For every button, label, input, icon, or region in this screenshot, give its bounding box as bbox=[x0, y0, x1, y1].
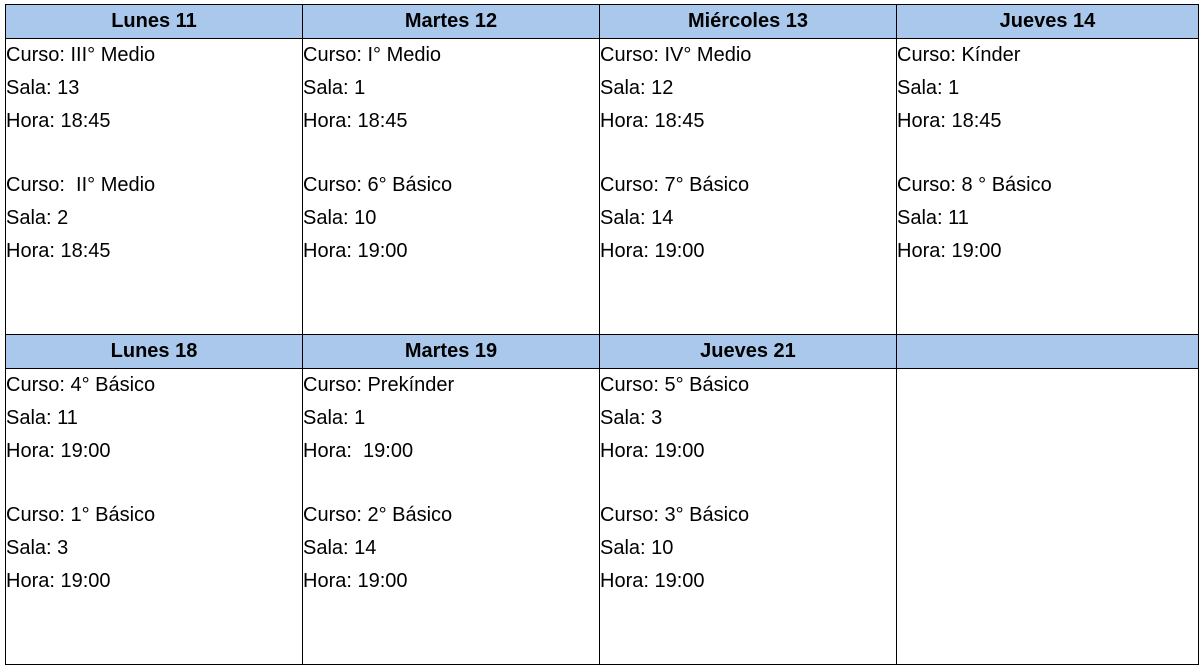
class-entry bbox=[6, 499, 302, 598]
room-label: Sala: 2 bbox=[6, 206, 69, 229]
room-label: Sala: 14 bbox=[600, 206, 674, 229]
room-label: Sala: 10 bbox=[600, 536, 674, 559]
week-content-row bbox=[6, 368, 1199, 664]
day-cell bbox=[6, 38, 303, 334]
week-content-row bbox=[6, 38, 1199, 334]
time-label: Hora: 18:45 bbox=[6, 109, 111, 132]
class-entry bbox=[6, 39, 302, 138]
time-label: Hora: 19:00 bbox=[303, 569, 408, 592]
class-entry bbox=[6, 169, 302, 268]
course-label: Curso: II° Medio bbox=[6, 173, 156, 196]
time-label: Hora: 19:00 bbox=[600, 569, 705, 592]
class-entry bbox=[303, 369, 599, 468]
day-header: Lunes 11 bbox=[6, 5, 303, 39]
course-label: Curso: IV° Medio bbox=[600, 43, 752, 66]
time-label: Hora: 19:00 bbox=[600, 439, 705, 462]
day-header: Jueves 14 bbox=[897, 5, 1199, 39]
class-entry bbox=[303, 39, 599, 138]
room-label: Sala: 10 bbox=[303, 206, 377, 229]
day-header: Jueves 21 bbox=[600, 334, 897, 368]
time-label: Hora: 18:45 bbox=[600, 109, 705, 132]
time-label: Hora: 18:45 bbox=[6, 239, 111, 262]
class-entry bbox=[600, 169, 896, 268]
class-entry bbox=[303, 169, 599, 268]
day-header: Miércoles 13 bbox=[600, 5, 897, 39]
course-label: Curso: 3° Básico bbox=[600, 503, 750, 526]
schedule-body bbox=[6, 5, 1199, 665]
day-cell bbox=[897, 38, 1199, 334]
course-label: Curso: 1° Básico bbox=[6, 503, 156, 526]
class-entry bbox=[303, 499, 599, 598]
class-entry bbox=[600, 39, 896, 138]
time-label: Hora: 19:00 bbox=[897, 239, 1002, 262]
week-header-row bbox=[6, 5, 1199, 39]
room-label: Sala: 1 bbox=[897, 76, 960, 99]
room-label: Sala: 11 bbox=[6, 406, 78, 429]
course-label: Curso: Prekínder bbox=[303, 373, 455, 396]
time-label: Hora: 19:00 bbox=[6, 439, 111, 462]
room-label: Sala: 1 bbox=[303, 406, 366, 429]
time-label: Hora: 19:00 bbox=[6, 569, 111, 592]
room-label: Sala: 11 bbox=[897, 206, 969, 229]
day-header: Martes 12 bbox=[303, 5, 600, 39]
class-entry bbox=[6, 369, 302, 468]
day-cell bbox=[897, 368, 1199, 664]
class-entry bbox=[897, 39, 1198, 138]
day-cell bbox=[6, 368, 303, 664]
day-header: Martes 19 bbox=[303, 334, 600, 368]
room-label: Sala: 3 bbox=[600, 406, 663, 429]
time-label: Hora: 19:00 bbox=[600, 239, 705, 262]
schedule-table bbox=[5, 4, 1199, 665]
course-label: Curso: 8 ° Básico bbox=[897, 173, 1052, 196]
day-header bbox=[897, 334, 1199, 368]
room-label: Sala: 12 bbox=[600, 76, 674, 99]
course-label: Curso: Kínder bbox=[897, 43, 1021, 66]
room-label: Sala: 13 bbox=[6, 76, 80, 99]
course-label: Curso: 6° Básico bbox=[303, 173, 453, 196]
class-entry bbox=[600, 499, 896, 598]
time-label: Hora: 19:00 bbox=[303, 439, 414, 462]
course-label: Curso: 2° Básico bbox=[303, 503, 453, 526]
course-label: Curso: III° Medio bbox=[6, 43, 156, 66]
course-label: Curso: I° Medio bbox=[303, 43, 442, 66]
course-label: Curso: 5° Básico bbox=[600, 373, 750, 396]
day-header: Lunes 18 bbox=[6, 334, 303, 368]
day-cell bbox=[600, 38, 897, 334]
course-label: Curso: 7° Básico bbox=[600, 173, 750, 196]
week-header-row bbox=[6, 334, 1199, 368]
day-cell bbox=[303, 38, 600, 334]
time-label: Hora: 18:45 bbox=[897, 109, 1002, 132]
room-label: Sala: 1 bbox=[303, 76, 366, 99]
time-label: Hora: 18:45 bbox=[303, 109, 408, 132]
time-label: Hora: 19:00 bbox=[303, 239, 408, 262]
room-label: Sala: 14 bbox=[303, 536, 377, 559]
class-entry bbox=[897, 169, 1198, 268]
class-entry bbox=[600, 369, 896, 468]
room-label: Sala: 3 bbox=[6, 536, 69, 559]
course-label: Curso: 4° Básico bbox=[6, 373, 156, 396]
day-cell bbox=[303, 368, 600, 664]
day-cell bbox=[600, 368, 897, 664]
